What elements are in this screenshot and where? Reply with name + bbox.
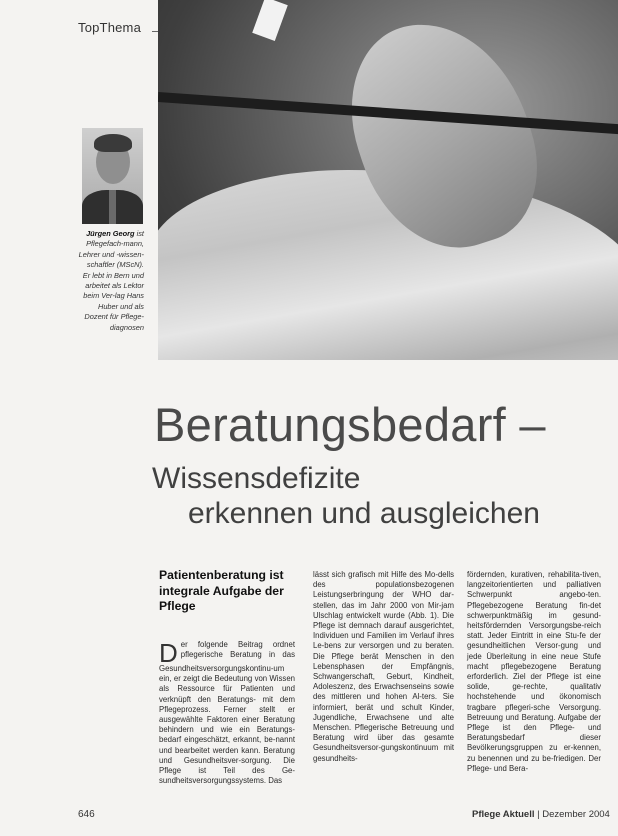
body-column-3: fördernden, kurativen, rehabilita-tiven, langzeitorientierten und palliativen Schwerpunkt angebo-ten. Pflegebezogene Beratung fin-det schwerpunktmäßig im gesund-heitsfördernden Versorgungsbe-reich statt. Jeder Eintritt in eine Stu-fe der gesundheitlichen Versor-gung und jede Überleitung in eine neue Stufe macht pflegebezogene Beratung erforderlich. Ziel der Pflege ist eine solide, ge-rechte, qualitativ hochstehende und ökonomisch tragbare pflegeri-sche Versorgung. Betreuung und Beratung. Aufgabe der Pflege ist den Pflege- und Beratungsbedarf dieser Bevölkerungsgruppen zu er-kennen, zu benennen und zu be-friedigen. Der Pflege- und Bera-	[467, 570, 601, 773]
section-subhead: Patientenberatung ist integrale Aufgabe der Pflege	[159, 568, 284, 613]
hero-photo	[158, 0, 618, 360]
author-bio: ist Pflegefach-mann, Lehrer und -wissen-schaftler (MScN). Er lebt in Bern und arbeitet als Lektor beim Ver-lag Hans Huber und als Dozent für Pflege-diagnosen	[78, 229, 144, 332]
author-photo	[82, 128, 143, 224]
author-caption	[78, 229, 144, 333]
drop-cap: D	[159, 638, 178, 668]
footer	[472, 809, 610, 820]
author-hair	[94, 134, 132, 152]
body-column-2: lässt sich grafisch mit Hilfe des Mo-dells des populationsbezogenen Leistungserbringung der WHO dar-stellen, das im Jahr 2000 von Mir-jam Ulschlag entwickelt wurde (Abb. 1). Die Pflege ist demnach darauf ausgerichtet, Individuen und Familien im Verlauf ihres Le-bens zur versorgen und zu beraten. Die Pflege berät Menschen in den Lebensphasen der Empfängnis, Schwangerschaft, Geburt, Kindheit, Adoleszenz, des Erwachsenseins sowie des mittleren und hohen Al-ters. Sie informiert, berät und schult Kinder, Jugendliche, Erwachsene und alte Menschen. Pflegerische Betreuung und Beratung wird über das gesamte Gesundheitsversor-gungskontinuum mit gesundheits-	[313, 570, 454, 763]
footer-separator: |	[534, 809, 543, 820]
author-tie	[109, 190, 116, 224]
subtitle-line-2: erkennen und ausgleichen	[188, 497, 540, 530]
section-label: TopThema	[78, 20, 142, 35]
headline: Beratungsbedarf –	[154, 398, 546, 451]
subtitle-line-1: Wissensdefizite	[152, 462, 361, 495]
footer-magazine: Pflege Aktuell	[472, 809, 535, 820]
page-number: 646	[78, 809, 95, 820]
author-name: Jürgen Georg	[86, 229, 135, 238]
label-tag	[252, 0, 288, 41]
body-column-1-text: er folgende Beitrag ordnet pflegerische Beratung in das Gesundheitsversorgungskontinu-um ein, er zeigt die Bedeutung von Wissen als Ressource für Patienten und verknüpft den Beratungs- mit dem Pflegeprozess. Ferner stellt er ausgewählte Faktoren einer Beratung behindern und wie ein Beratungs-bedarf eingeschätzt, erkannt, be-nannt und bearbeitet werden kann. Beratung und Gesundheitsver-sorgung. Die Pflege ist Teil des Ge-sundheitsversorgungssystems. Das	[159, 640, 295, 786]
body-column-1	[159, 640, 295, 786]
footer-date: Dezember 2004	[542, 809, 610, 820]
